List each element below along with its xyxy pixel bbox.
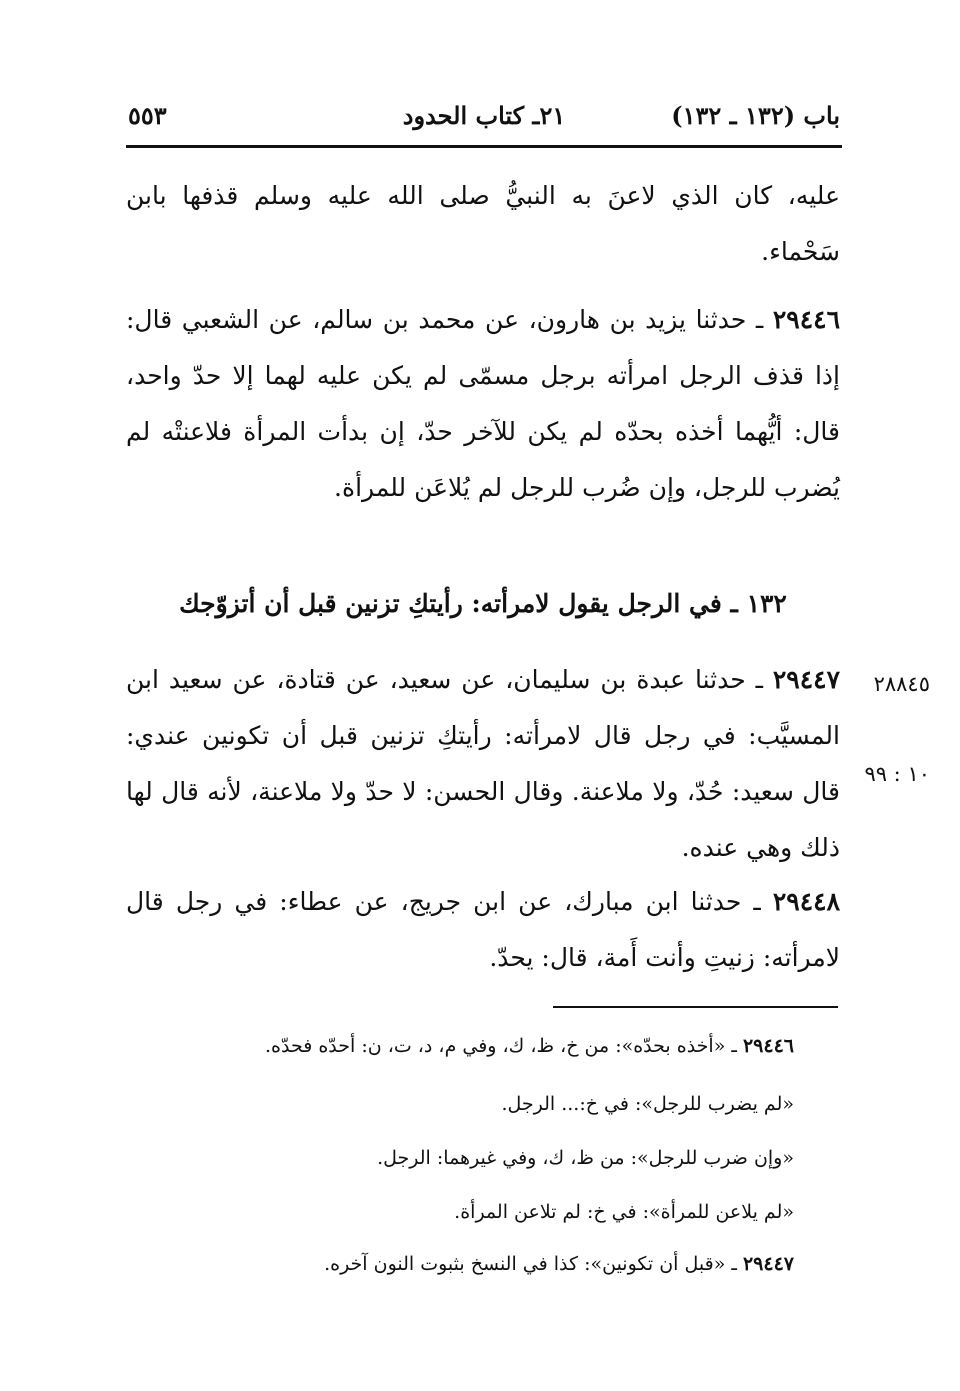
footnote (126, 1084, 794, 1124)
hadith-29447 (126, 652, 840, 876)
book-title: ٢١ـ كتاب الحدود (402, 101, 566, 130)
running-header (128, 96, 840, 136)
section-heading: ١٣٢ ـ في الرجل يقول لامرأته: رأيتكِ تزنين قبل أن أتزوّجك (179, 589, 787, 618)
hadith-text: ـ حدثنا يزيد بن هارون، عن محمد بن سالم، عن الشعبي قال: إذا قذف الرجل امرأته برجل مسمّى لم يكن عليه لهما إلا حدّ واحد، قال: أيُّهما أخذه بحدّه لم يكن للآخر حدّ، إن بدأت المرأة فلاعنتْه لم يُضرب للرجل، وإن ضُرب للرجل لم يُلاعَن للمرأة. (126, 305, 840, 502)
paragraph-text: عليه، كان الذي لاعنَ به النبيُّ صلى الله عليه وسلم قذفها بابن سَحْماء. (126, 181, 840, 266)
footnote-number: ٢٩٤٤٦ (742, 1035, 794, 1057)
footnote (126, 1192, 794, 1232)
continuation-paragraph (126, 168, 840, 280)
footnote-text: «لم يلاعن للمرأة»: في خ: لم تلاعن المرأة. (454, 1201, 794, 1223)
margin-reference: ٢٨٨٤٥ (873, 672, 930, 696)
footnote-text: ـ «أخذه بحدّه»: من خ، ظ، ك، وفي م، د، ت، ن: أحدّه فحدّه. (265, 1035, 743, 1057)
footnote-number: ٢٩٤٤٧ (742, 1253, 794, 1275)
hadith-number: ٢٩٤٤٨ (772, 887, 840, 916)
margin-reference: ١٠ : ٩٩ (864, 762, 930, 786)
footnote-text: «لم يضرب للرجل»: في خ:... الرجل. (501, 1093, 794, 1115)
hadith-number: ٢٩٤٤٧ (772, 665, 840, 694)
footnote (126, 1138, 794, 1178)
hadith-29448 (126, 874, 840, 986)
hadith-29446 (126, 292, 840, 516)
chapter-range: باب (١٣٢ ـ ١٣٢) (671, 101, 840, 130)
header-rule (126, 145, 842, 148)
hadith-number: ٢٩٤٤٦ (772, 305, 840, 334)
footnote-text: ـ «قبل أن تكونين»: كذا في النسخ بثبوت النون آخره. (324, 1253, 743, 1275)
hadith-text: ـ حدثنا عبدة بن سليمان، عن سعيد، عن قتادة، عن سعيد ابن المسيَّب: في رجل قال لامرأته: رأيتكِ تزنين قبل أن تكونين عندي: قال سعيد: حُدّ، ولا ملاعنة. وقال الحسن: لا حدّ ولا ملاعنة، لأنه قال لها ذلك وهي عنده. (126, 665, 840, 862)
footnote (126, 1026, 794, 1066)
footnote-rule (553, 1006, 838, 1008)
hadith-text: ـ حدثنا ابن مبارك، عن ابن جريج، عن عطاء: في رجل قال لامرأته: زنيتِ وأنت أَمة، قال: يحدّ. (126, 887, 840, 972)
footnote-text: «وإن ضرب للرجل»: من ظ، ك، وفي غيرهما: الرجل. (377, 1147, 794, 1169)
footnote (126, 1244, 794, 1284)
page-number: ٥٥٣ (128, 101, 167, 130)
